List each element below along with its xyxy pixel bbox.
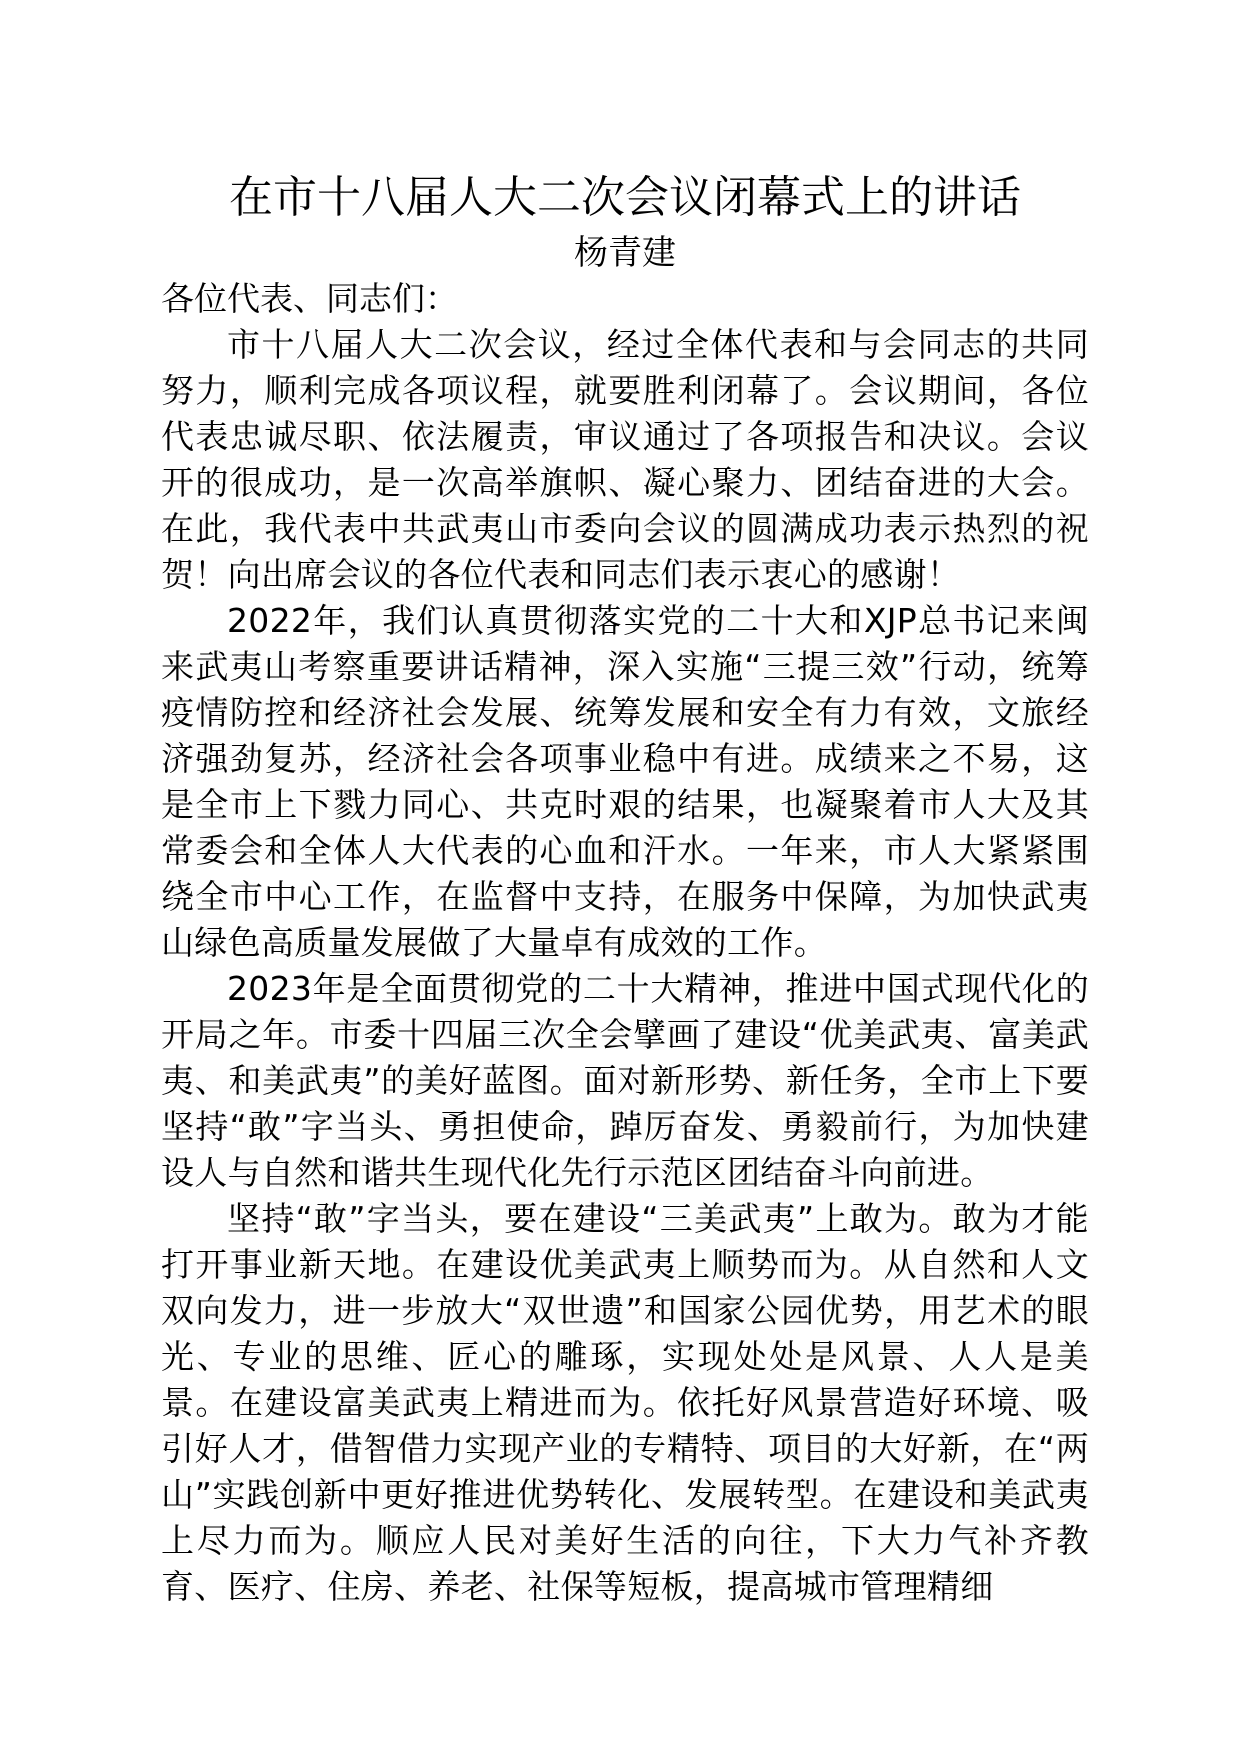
paragraph-3: 2023年是全面贯彻党的二十大精神，推进中国式现代化的开局之年。市委十四届三次全会擘画了建设“优美武夷、富美武夷、和美武夷”的美好蓝图。面对新形势、新任务，全市上下要坚持“敢”字当头、勇担使命，踔厉奋发、勇毅前行，为加快建设人与自然和谐共生现代化先行示范区团结奋斗向前进。 — [161, 969, 1089, 1192]
document-author: 杨青建 — [574, 233, 676, 273]
paragraph-1: 市十八届人大二次会议，经过全体代表和与会同志的共同努力，顺利完成各项议程，就要胜利闭幕了。会议期间，各位代表忠诚尽职、依法履责，审议通过了各项报告和决议。会议开的很成功，是一次高举旗帜、凝心聚力、团结奋进的大会。在此，我代表中共武夷山市委向会议的圆满成功表示热烈的祝贺！向出席会议的各位代表和同志们表示衷心的感谢！ — [161, 325, 1089, 594]
document-page — [161, 168, 1089, 1610]
document-title: 在市十八届人大二次会议闭幕式上的讲话 — [229, 172, 1021, 223]
paragraph-4: 坚持“敢”字当头，要在建设“三美武夷”上敢为。敢为才能打开事业新天地。在建设优美武夷上顺势而为。从自然和人文双向发力，进一步放大“双世遗”和国家公园优势，用艺术的眼光、专业的思维、匠心的雕琢，实现处处是风景、人人是美景。在建设富美武夷上精进而为。依托好风景营造好环境、吸引好人才，借智借力实现产业的专精特、项目的大好新，在“两山”实践创新中更好推进优势转化、发展转型。在建设和美武夷上尽力而为。顺应人民对美好生活的向往，下大力气补齐教育、医疗、住房、养老、社保等短板，提高城市管理精细 — [161, 1199, 1089, 1606]
paragraph-2: 2022年，我们认真贯彻落实党的二十大和XJP总书记来闽来武夷山考察重要讲话精神，深入实施“三提三效”行动，统筹疫情防控和经济社会发展、统筹发展和安全有力有效，文旅经济强劲复苏，经济社会各项事业稳中有进。成绩来之不易，这是全市上下戮力同心、共克时艰的结果，也凝聚着市人大及其常委会和全体人大代表的心血和汗水。一年来，市人大紧紧围绕全市中心工作，在监督中支持，在服务中保障，为加快武夷山绿色高质量发展做了大量卓有成效的工作。 — [161, 601, 1089, 962]
salutation: 各位代表、同志们： — [161, 279, 458, 318]
